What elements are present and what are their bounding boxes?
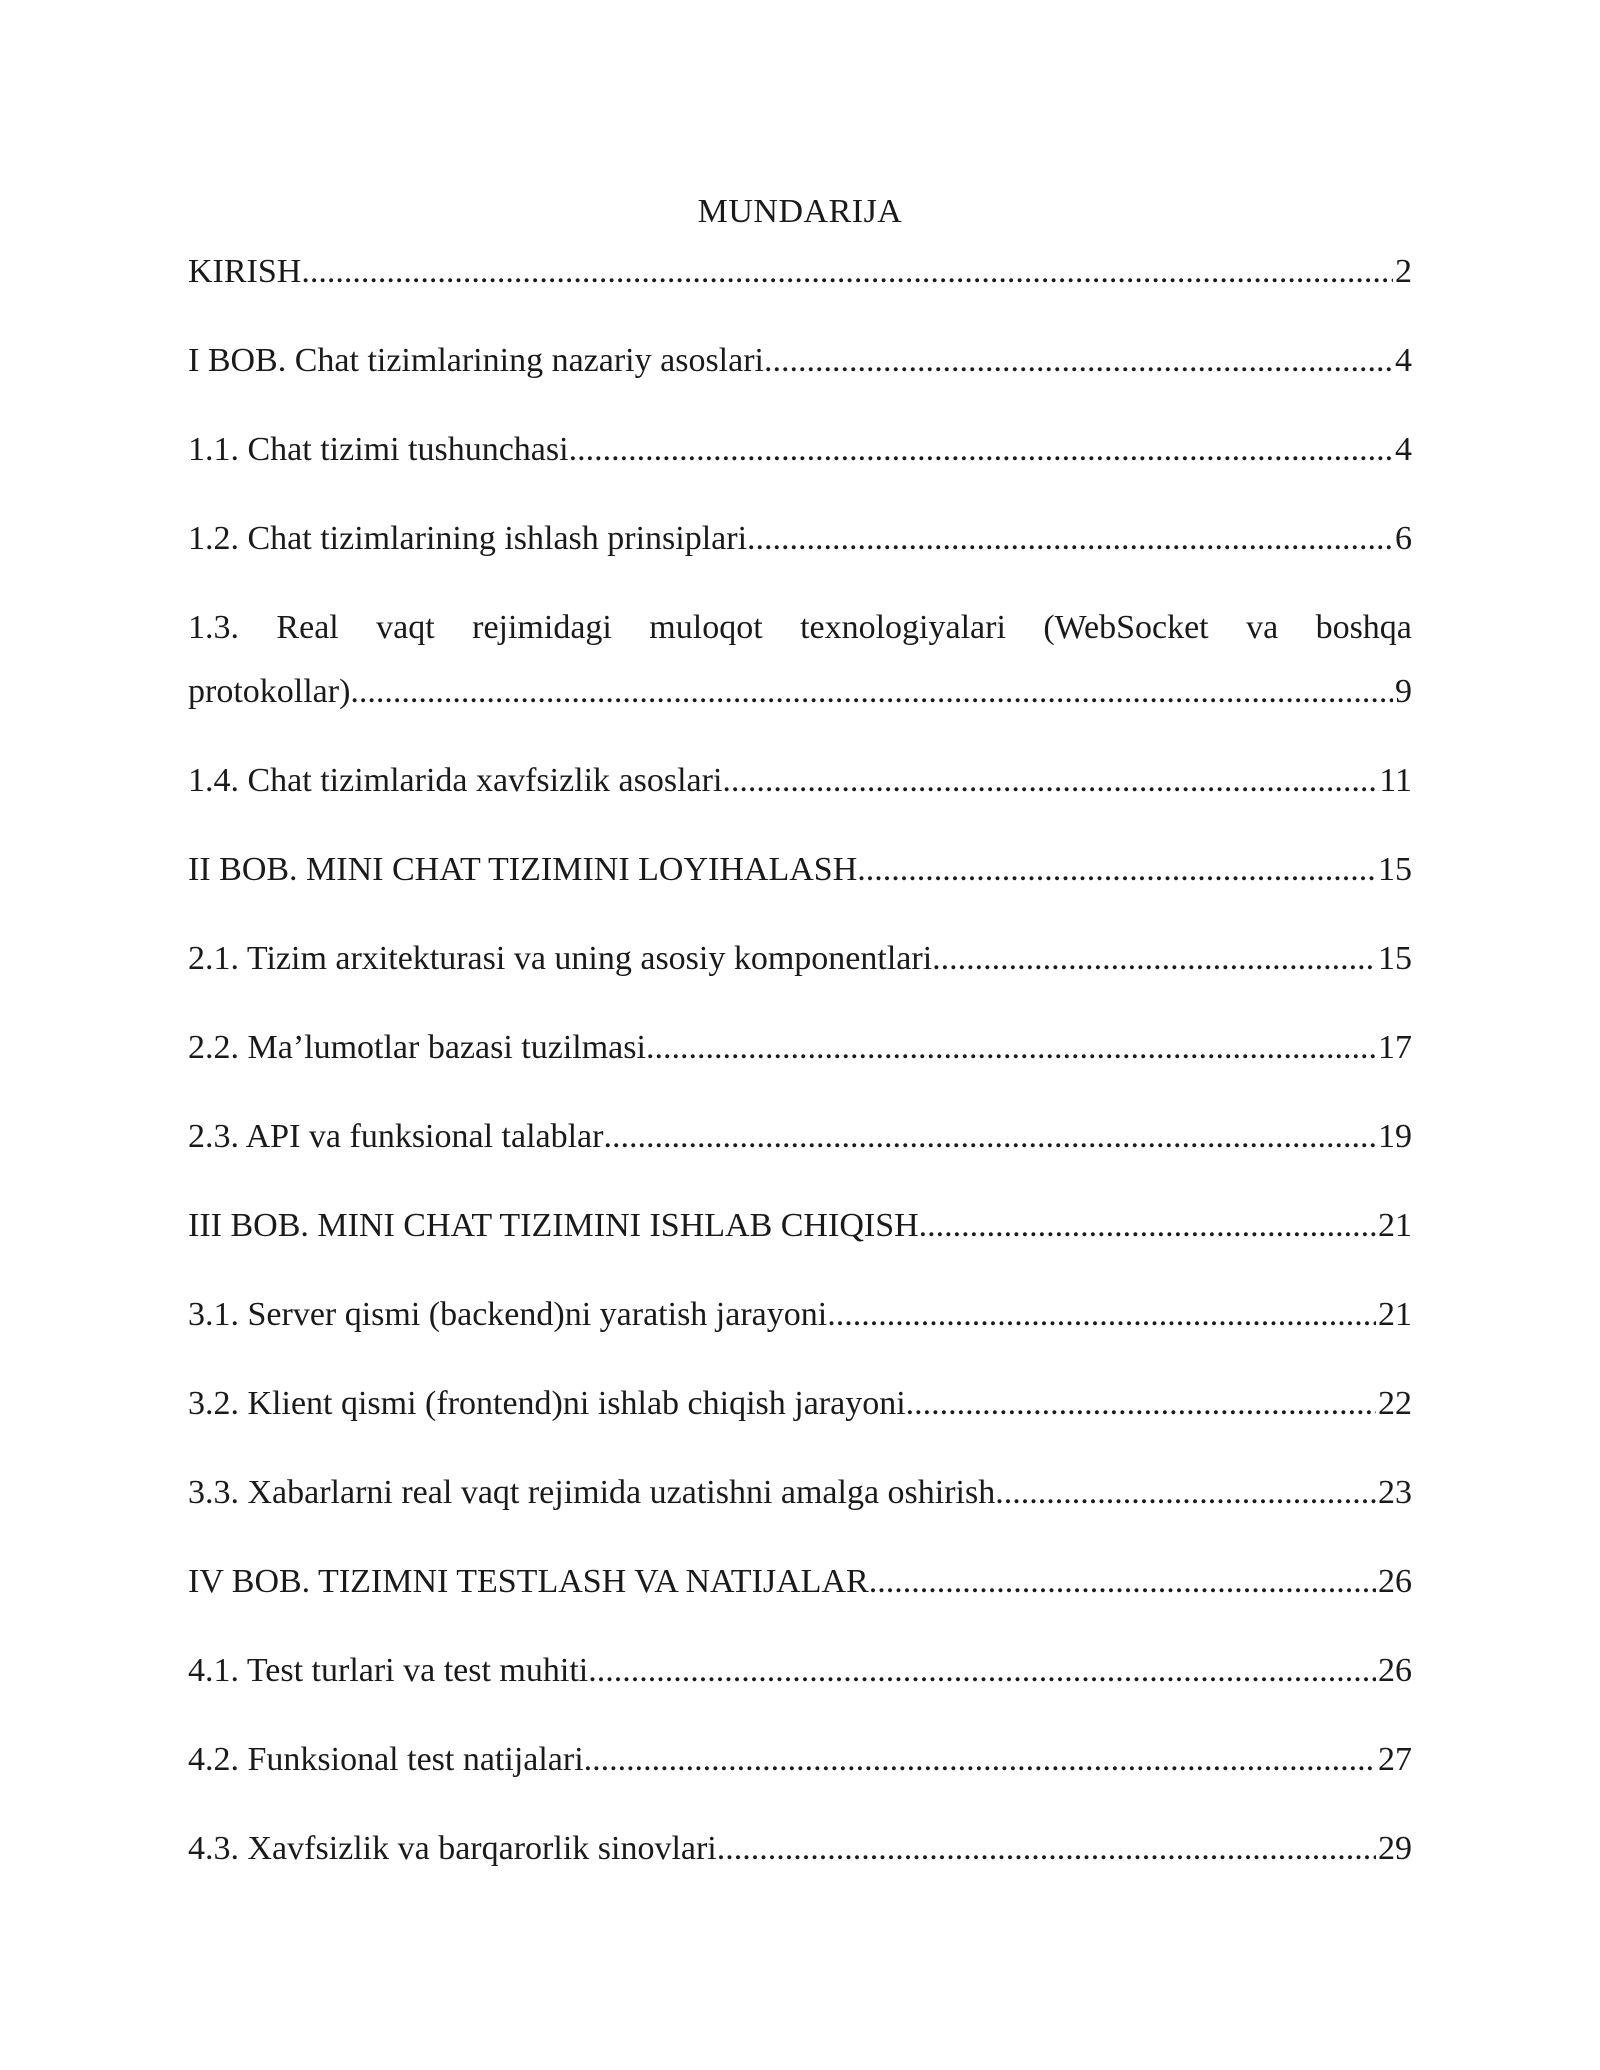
toc-entry-label: III BOB. MINI CHAT TIZIMINI ISHLAB CHIQISH	[188, 1207, 919, 1244]
toc-entry-page: 27	[1378, 1741, 1412, 1778]
toc-entry-label: 1.1. Chat tizimi tushunchasi	[188, 431, 569, 468]
dot-leader	[764, 337, 1393, 385]
dot-leader	[932, 935, 1376, 983]
toc-word: muloqot	[649, 609, 763, 646]
dot-leader	[301, 248, 1393, 296]
toc-entry-label: II BOB. MINI CHAT TIZIMINI LOYIHALASH	[188, 851, 858, 888]
dot-leader	[919, 1202, 1376, 1250]
toc-word: rejimidagi	[472, 609, 612, 646]
dot-leader	[588, 1647, 1376, 1695]
toc-entry-page: 23	[1378, 1474, 1412, 1511]
toc-word: vaqt	[376, 609, 435, 646]
dot-leader	[906, 1380, 1376, 1428]
toc-entry-label: 3.3. Xabarlarni real vaqt rejimida uzatishni amalga oshirish	[188, 1474, 996, 1511]
toc-entry-label: 4.2. Funksional test natijalari	[188, 1741, 584, 1778]
toc-word: 1.3.	[188, 609, 239, 646]
toc-entry-label: IV BOB. TIZIMNI TESTLASH VA NATIJALAR	[188, 1563, 869, 1600]
toc-entry[interactable]	[188, 1202, 1412, 1250]
toc-entry-page: 4	[1395, 342, 1412, 379]
toc-entry[interactable]	[188, 1291, 1412, 1339]
toc-entry[interactable]	[188, 248, 1412, 296]
dot-leader	[584, 1736, 1376, 1784]
toc-entry-page: 26	[1378, 1563, 1412, 1600]
dot-leader	[350, 668, 1393, 716]
toc-entry[interactable]	[188, 515, 1412, 563]
toc-entry-label: I BOB. Chat tizimlarining nazariy asoslari	[188, 342, 764, 379]
toc-entry-page: 2	[1395, 253, 1412, 290]
toc-word: boshqa	[1315, 609, 1412, 646]
toc-entry-page: 26	[1378, 1652, 1412, 1689]
toc-word: Real	[276, 609, 339, 646]
toc-entry-page: 9	[1395, 673, 1412, 710]
toc-entry[interactable]	[188, 1469, 1412, 1517]
toc-entry[interactable]	[188, 846, 1412, 894]
toc-entry[interactable]	[188, 1825, 1412, 1873]
toc-entry-label: 3.2. Klient qismi (frontend)ni ishlab chiqish jarayoni	[188, 1385, 906, 1422]
toc-entry[interactable]	[188, 1736, 1412, 1784]
toc-entry-page: 21	[1378, 1207, 1412, 1244]
toc-entry[interactable]	[188, 1380, 1412, 1428]
toc-title: MUNDARIJA	[697, 193, 903, 230]
toc-entry-page: 11	[1379, 762, 1412, 799]
toc-entry-label: 2.2. Ma’lumotlar bazasi tuzilmasi	[188, 1029, 646, 1066]
dot-leader	[717, 1825, 1376, 1873]
toc-entry[interactable]	[188, 426, 1412, 474]
table-of-contents	[188, 248, 1412, 1914]
toc-entry-label-line1	[188, 604, 1412, 652]
toc-entry-page: 15	[1378, 851, 1412, 888]
toc-word: (WebSocket	[1043, 609, 1209, 646]
toc-entry-label: 1.4. Chat tizimlarida xavfsizlik asoslari	[188, 762, 723, 799]
toc-entry-page: 17	[1378, 1029, 1412, 1066]
toc-entry-page: 22	[1378, 1385, 1412, 1422]
toc-entry-page: 6	[1395, 520, 1412, 557]
dot-leader	[995, 1469, 1376, 1517]
toc-entry-page: 4	[1395, 431, 1412, 468]
toc-entry-label: 2.1. Tizim arxitekturasi va uning asosiy komponentlari	[188, 940, 933, 977]
toc-entry[interactable]	[188, 757, 1412, 805]
toc-entry[interactable]	[188, 1024, 1412, 1072]
toc-entry-page: 19	[1378, 1118, 1412, 1155]
toc-entry-label: 4.1. Test turlari va test muhiti	[188, 1652, 589, 1689]
toc-word: va	[1246, 609, 1279, 646]
toc-entry[interactable]	[188, 1558, 1412, 1606]
toc-entry-label-line2: protokollar)	[188, 673, 351, 710]
dot-leader	[722, 757, 1377, 805]
toc-entry[interactable]	[188, 1113, 1412, 1161]
toc-entry[interactable]	[188, 337, 1412, 385]
dot-leader	[569, 426, 1393, 474]
toc-entry-label: KIRISH	[188, 253, 302, 290]
dot-leader	[869, 1558, 1376, 1606]
toc-entry[interactable]	[188, 1647, 1412, 1695]
dot-leader	[857, 846, 1376, 894]
dot-leader	[603, 1113, 1376, 1161]
dot-leader	[827, 1291, 1376, 1339]
toc-entry-label: 2.3. API va funksional talablar	[188, 1118, 604, 1155]
dot-leader	[747, 515, 1393, 563]
toc-entry-label: 3.1. Server qismi (backend)ni yaratish jarayoni	[188, 1296, 828, 1333]
toc-entry-label: 1.2. Chat tizimlarining ishlash prinsiplari	[188, 520, 748, 557]
toc-entry-page: 29	[1378, 1830, 1412, 1867]
toc-entry-page: 15	[1378, 940, 1412, 977]
dot-leader	[646, 1024, 1376, 1072]
toc-entry[interactable]	[188, 604, 1412, 716]
toc-entry-label: 4.3. Xavfsizlik va barqarorlik sinovlari	[188, 1830, 717, 1867]
toc-word: texnologiyalari	[800, 609, 1006, 646]
toc-entry-page: 21	[1378, 1296, 1412, 1333]
toc-entry[interactable]	[188, 935, 1412, 983]
